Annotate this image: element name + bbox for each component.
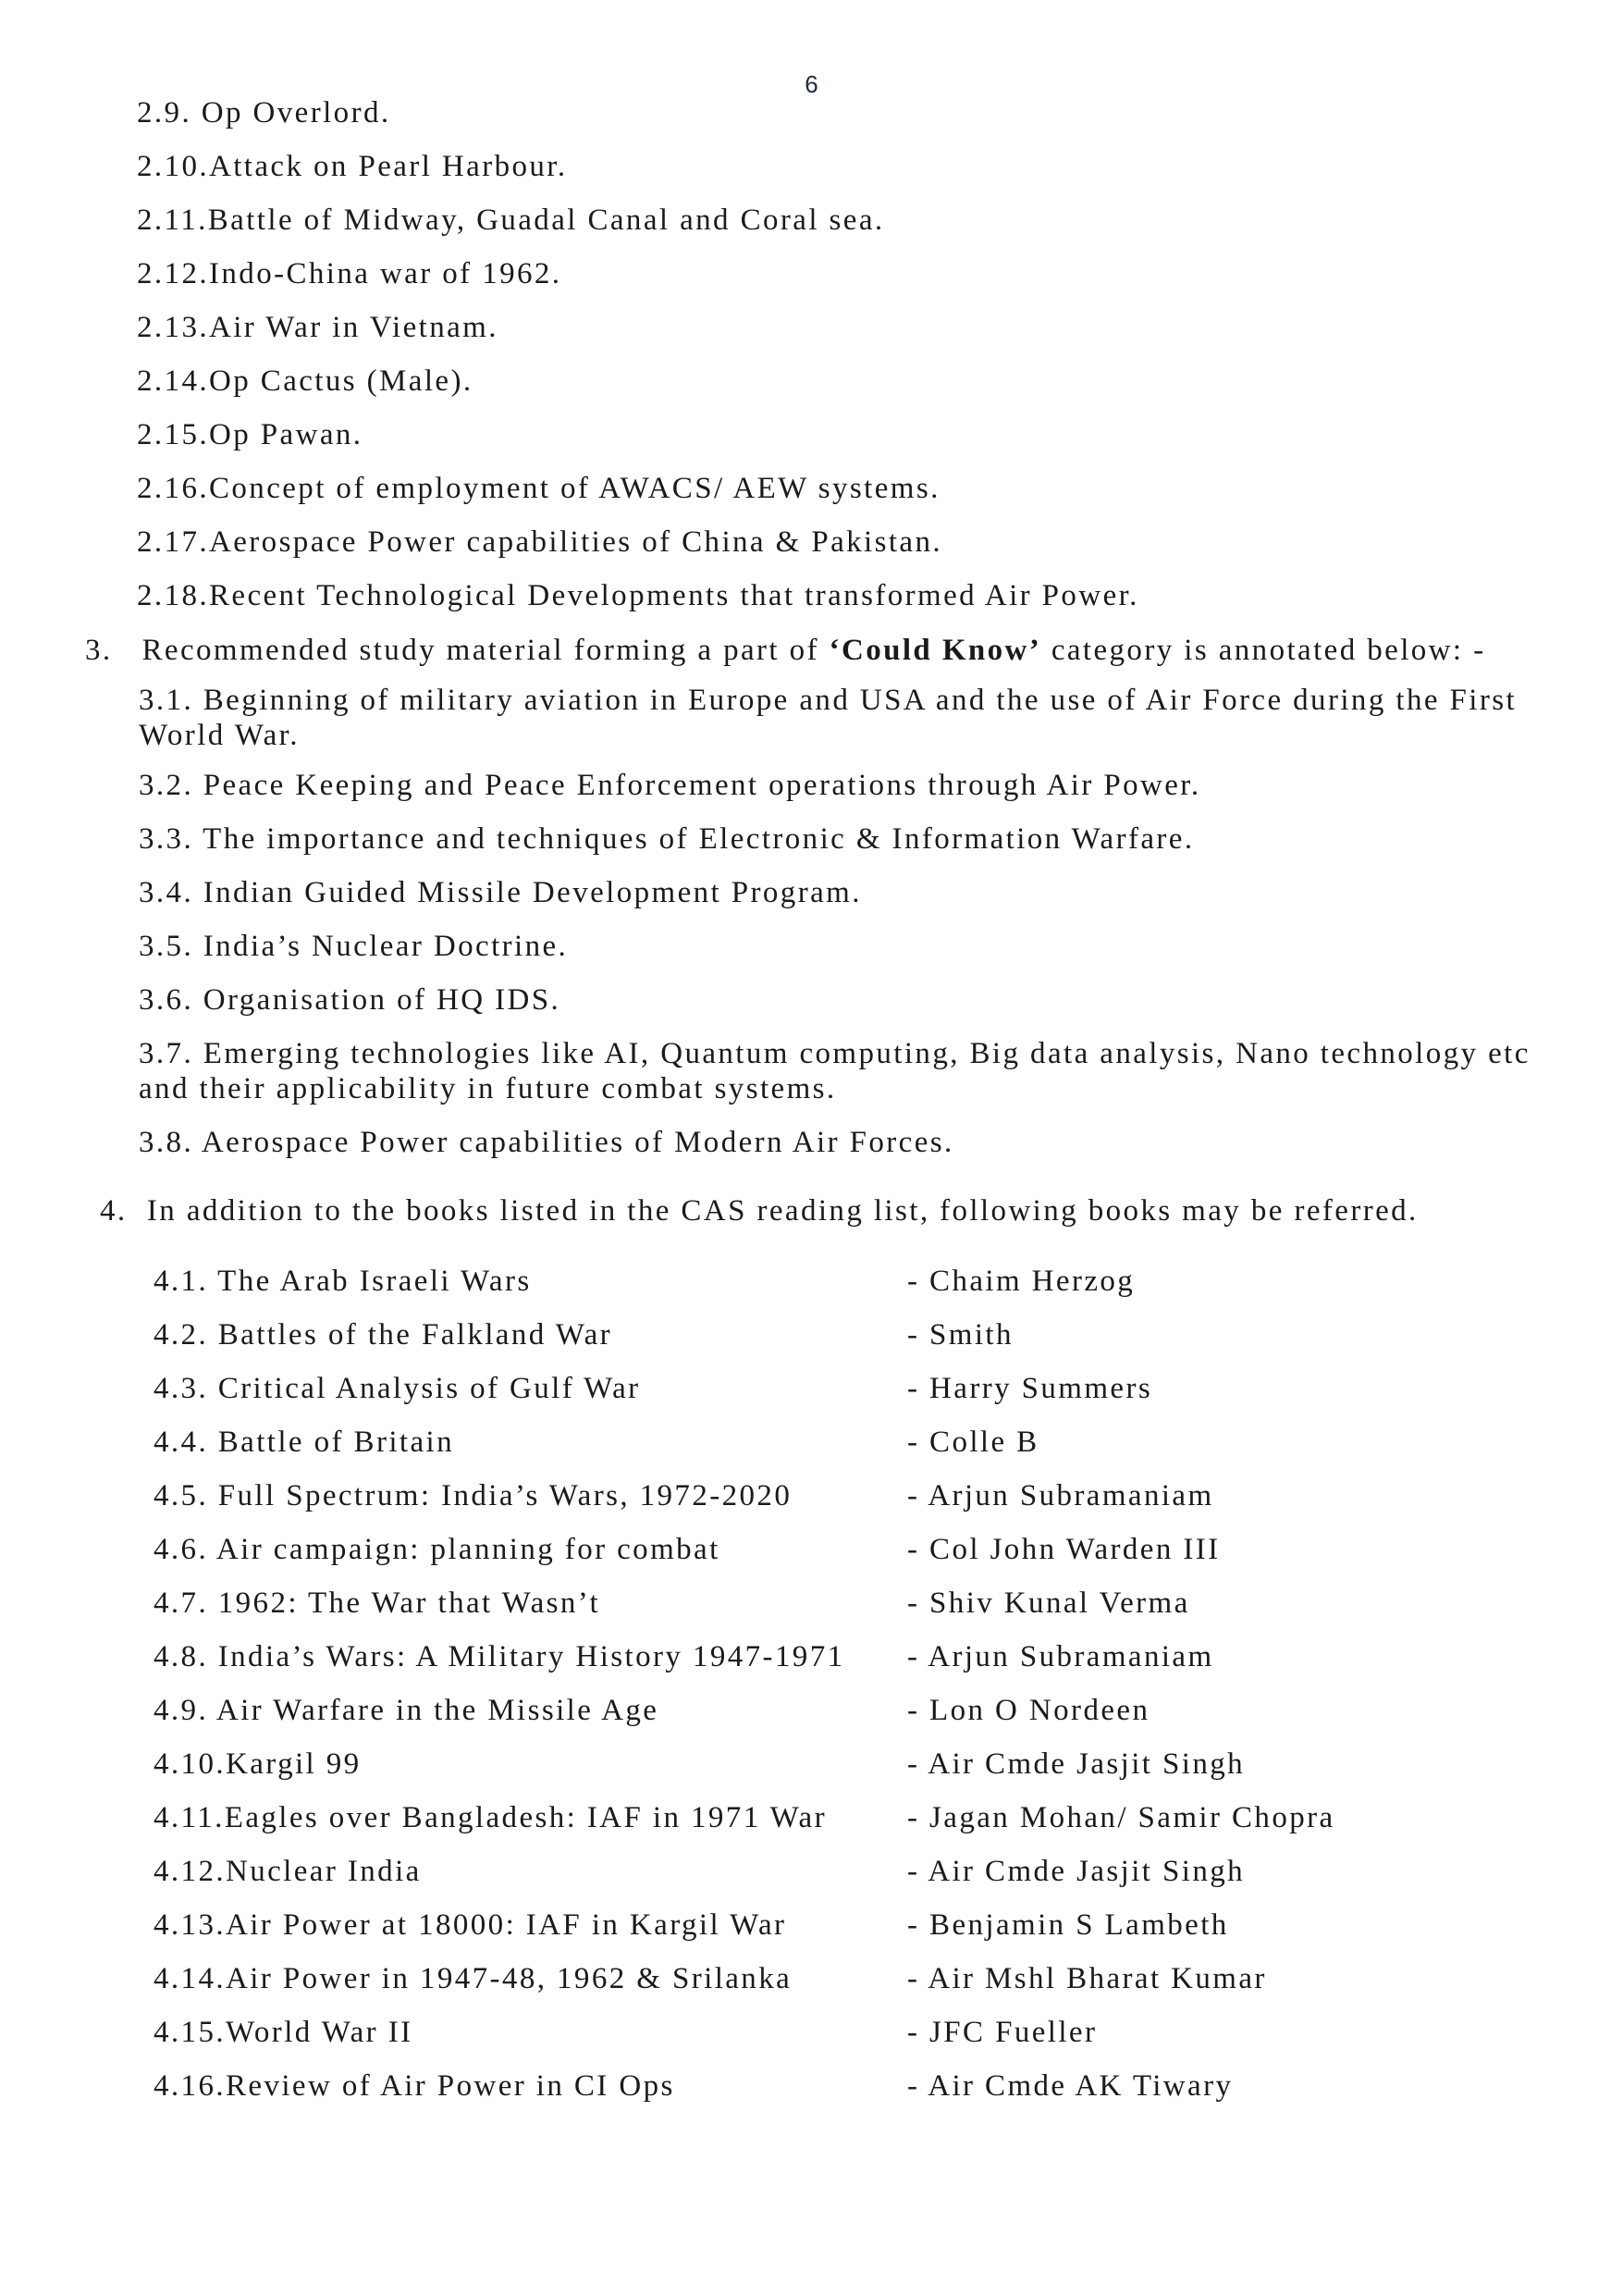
book-author: - JFC Fueller (907, 2016, 1098, 2049)
list-item: 2.18.Recent Technological Developments that transformed Air Power. (137, 579, 1139, 612)
section-4-heading (100, 1193, 1419, 1228)
section-4-number: 4. (100, 1194, 128, 1228)
book-title: 4.12.Nuclear India (154, 1855, 422, 1888)
book-title: 4.7. 1962: The War that Wasn’t (154, 1586, 601, 1620)
list-item: 2.16.Concept of employment of AWACS/ AEW systems. (137, 472, 941, 505)
list-item: 2.15.Op Pawan. (137, 418, 363, 451)
book-author: - Benjamin S Lambeth (907, 1908, 1229, 1942)
list-item: 2.17.Aerospace Power capabilities of China & Pakistan. (137, 525, 943, 559)
book-author: - Air Mshl Bharat Kumar (907, 1962, 1267, 1995)
list-item: 3.2. Peace Keeping and Peace Enforcement operations through Air Power. (139, 769, 1201, 802)
list-item: 2.9. Op Overlord. (137, 96, 391, 130)
section-3-list (139, 683, 1563, 1179)
book-title: 4.6. Air campaign: planning for combat (154, 1533, 720, 1566)
book-title: 4.11.Eagles over Bangladesh: IAF in 1971 War (154, 1801, 827, 1834)
book-author: - Air Cmde AK Tiwary (907, 2069, 1234, 2103)
list-item: 3.6. Organisation of HQ IDS. (139, 983, 561, 1017)
list-item: 3.7. Emerging technologies like AI, Quantum computing, Big data analysis, Nano technology etc and their applicability in future combat systems. (139, 1037, 1531, 1105)
book-title: 4.4. Battle of Britain (154, 1426, 455, 1459)
book-title: 4.15.World War II (154, 2016, 413, 2049)
list-item: 2.10.Attack on Pearl Harbour. (137, 150, 568, 183)
book-title: 4.14.Air Power in 1947-48, 1962 & Srilanka (154, 1962, 793, 1995)
list-item: 2.12.Indo-China war of 1962. (137, 257, 562, 290)
book-author: - Shiv Kunal Verma (907, 1586, 1190, 1620)
section-3-intro-before: Recommended study material forming a part of (141, 634, 830, 667)
book-author: - Smith (907, 1318, 1014, 1352)
book-author: - Chaim Herzog (907, 1265, 1136, 1298)
book-title: 4.13.Air Power at 18000: IAF in Kargil War (154, 1908, 787, 1942)
book-title: 4.10.Kargil 99 (154, 1747, 362, 1781)
book-author: - Lon O Nordeen (907, 1694, 1150, 1727)
book-author: - Harry Summers (907, 1372, 1153, 1405)
could-know-emphasis: ‘Could Know’ (829, 634, 1042, 667)
list-item: 3.1. Beginning of military aviation in Europe and USA and the use of Air Force during the First World War. (139, 684, 1518, 752)
list-item: 2.13.Air War in Vietnam. (137, 311, 498, 344)
book-author: - Colle B (907, 1426, 1039, 1459)
list-item: 2.11.Battle of Midway, Guadal Canal and Coral sea. (137, 204, 885, 237)
book-author: - Arjun Subramaniam (907, 1640, 1214, 1673)
page-number: 6 (805, 70, 818, 98)
book-title: 4.2. Battles of the Falkland War (154, 1318, 613, 1352)
book-author: - Jagan Mohan/ Samir Chopra (907, 1801, 1335, 1834)
book-author: - Arjun Subramaniam (907, 1479, 1214, 1512)
section-3-heading (85, 633, 1486, 668)
book-author: - Col John Warden III (907, 1533, 1221, 1566)
section-2-list (137, 95, 1139, 632)
list-item: 2.14.Op Cactus (Male). (137, 364, 473, 398)
book-author: - Air Cmde Jasjit Singh (907, 1747, 1246, 1781)
book-title: 4.1. The Arab Israeli Wars (154, 1265, 532, 1298)
list-item: 3.4. Indian Guided Missile Development Program. (139, 876, 862, 909)
list-item: 3.3. The importance and techniques of Electronic & Information Warfare. (139, 822, 1195, 856)
list-item: 3.8. Aerospace Power capabilities of Modern Air Forces. (139, 1126, 954, 1159)
section-3-intro-after: category is annotated below: - (1041, 634, 1486, 667)
book-title: 4.9. Air Warfare in the Missile Age (154, 1694, 659, 1727)
book-title: 4.8. India’s Wars: A Military History 1947-1971 (154, 1640, 845, 1673)
book-title: 4.16.Review of Air Power in CI Ops (154, 2069, 675, 2103)
book-title: 4.5. Full Spectrum: India’s Wars, 1972-2020 (154, 1479, 793, 1512)
book-title: 4.3. Critical Analysis of Gulf War (154, 1372, 641, 1405)
section-3-number: 3. (85, 634, 113, 667)
book-author: - Air Cmde Jasjit Singh (907, 1855, 1246, 1888)
list-item: 3.5. India’s Nuclear Doctrine. (139, 930, 569, 963)
section-4-intro: In addition to the books listed in the CAS reading list, following books may be referred. (146, 1194, 1419, 1228)
